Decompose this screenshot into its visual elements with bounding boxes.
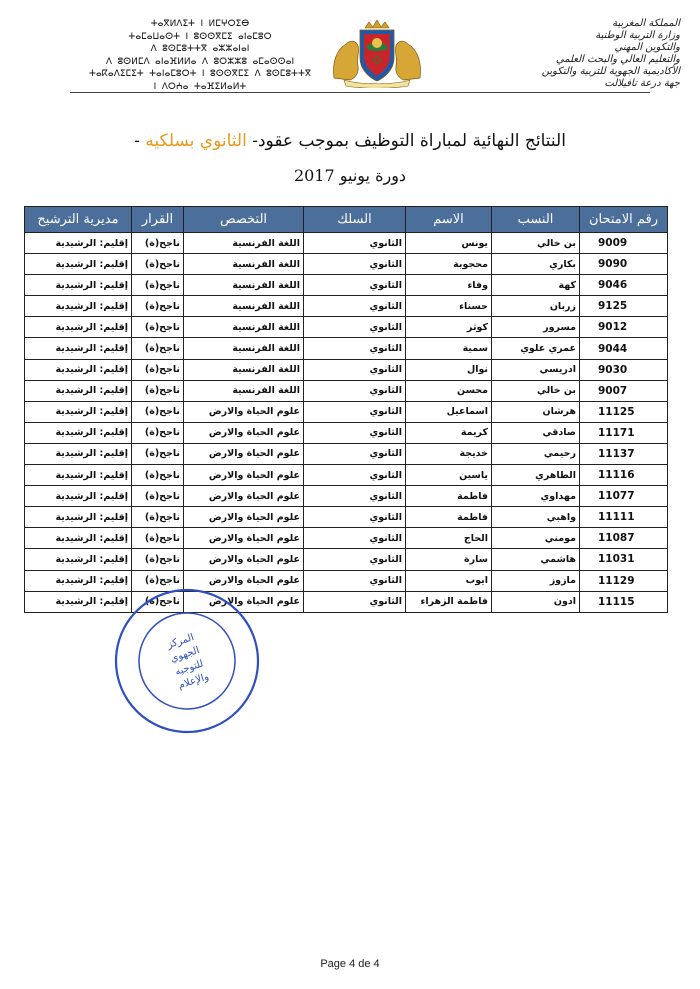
table-cell: كريمة: [406, 422, 492, 443]
table-cell: إقليم: الرشيدية: [25, 233, 132, 254]
table-row: [25, 549, 668, 570]
column-header: مديرية الترشيح: [25, 207, 132, 233]
table-row: [25, 465, 668, 486]
table-cell: اللغة الفرنسية: [184, 233, 304, 254]
table-cell: إقليم: الرشيدية: [25, 254, 132, 275]
table-cell: علوم الحياة والارض: [184, 570, 304, 591]
table-cell: ناجح(ة): [132, 359, 184, 380]
header-arabic: [450, 18, 680, 90]
table-cell: بن خالي: [492, 233, 580, 254]
table-cell: ناجح(ة): [132, 570, 184, 591]
table-cell: ناجح(ة): [132, 401, 184, 422]
header-arabic-line: والتعليم العالي والبحث العلمي: [555, 54, 680, 65]
table-cell: بكاري: [492, 254, 580, 275]
table-cell: الثانوي: [304, 507, 406, 528]
table-cell: إقليم: الرشيدية: [25, 422, 132, 443]
table-cell: ناجح(ة): [132, 296, 184, 317]
table-cell: علوم الحياة والارض: [184, 549, 304, 570]
table-row: [25, 380, 668, 401]
table-cell: واهبي: [492, 507, 580, 528]
stamp-inner-line: للتوجيه: [173, 658, 205, 678]
table-row: [25, 275, 668, 296]
table-cell: علوم الحياة والارض: [184, 486, 304, 507]
table-cell: 11116: [580, 465, 668, 486]
table-cell: ياسين: [406, 465, 492, 486]
table-cell: مومني: [492, 528, 580, 549]
table-cell: اسماعيل: [406, 401, 492, 422]
table-cell: 11031: [580, 549, 668, 570]
table-cell: زربان: [492, 296, 580, 317]
table-cell: ناجح(ة): [132, 507, 184, 528]
table-cell: إقليم: الرشيدية: [25, 570, 132, 591]
table-cell: علوم الحياة والارض: [184, 528, 304, 549]
page-footer: Page 4 de 4: [320, 958, 380, 970]
session-subtitle: دورة يونيو 2017: [293, 166, 407, 185]
table-cell: ادريسي: [492, 359, 580, 380]
table-cell: إقليم: الرشيدية: [25, 275, 132, 296]
table-cell: ناجح(ة): [132, 380, 184, 401]
title-suffix: -: [134, 131, 146, 151]
table-cell: كهة: [492, 275, 580, 296]
column-header: النسب: [492, 207, 580, 233]
table-cell: إقليم: الرشيدية: [25, 380, 132, 401]
table-row: [25, 486, 668, 507]
header-arabic-line: وزارة التربية الوطنية: [595, 30, 680, 41]
table-cell: وفاء: [406, 275, 492, 296]
table-cell: سارة: [406, 549, 492, 570]
table-cell: ناجح(ة): [132, 591, 184, 612]
table-cell: اللغة الفرنسية: [184, 275, 304, 296]
table-cell: فاطمة: [406, 507, 492, 528]
table-cell: الثانوي: [304, 317, 406, 338]
results-table: [24, 206, 668, 613]
header-tifinagh-line: ⵜⴰⴽⴰⴷⵉⵎⵉⵜ ⵜⴰⵏⴰⵎⵓⵔⵜ ⵏ ⵓⵙⵙⴳⵎⵉ ⴷ ⵓⵙⵎⵓⵜⵜⴳ: [88, 69, 312, 79]
table-row: [25, 338, 668, 359]
table-header-row: [25, 207, 668, 233]
header-tifinagh-line: ⴷ ⵓⵙⵍⵎⴷ ⴰⵏⴰⴼⵍⵍⴰ ⴷ ⵓⵔⵣⵣⵓ ⴰⵎⴰⵙⵙⴰⵏ: [105, 56, 295, 67]
table-cell: علوم الحياة والارض: [184, 443, 304, 464]
table-cell: الثانوي: [304, 401, 406, 422]
table-body: [25, 233, 668, 613]
table-cell: 9012: [580, 317, 668, 338]
table-cell: ناجح(ة): [132, 465, 184, 486]
table-cell: عمري علوي: [492, 338, 580, 359]
column-header: الاسم: [406, 207, 492, 233]
table-cell: محجوبة: [406, 254, 492, 275]
table-cell: 9009: [580, 233, 668, 254]
table-cell: اللغة الفرنسية: [184, 338, 304, 359]
table-cell: هرشان: [492, 401, 580, 422]
table-cell: الطاهري: [492, 465, 580, 486]
header-tifinagh: [85, 18, 315, 93]
table-cell: مسرور: [492, 317, 580, 338]
table-cell: الثانوي: [304, 254, 406, 275]
table-cell: اللغة الفرنسية: [184, 254, 304, 275]
table-row: [25, 443, 668, 464]
table-cell: 11171: [580, 422, 668, 443]
table-cell: اللغة الفرنسية: [184, 359, 304, 380]
table-cell: إقليم: الرشيدية: [25, 528, 132, 549]
column-header: التخصص: [184, 207, 304, 233]
table-cell: صادقي: [492, 422, 580, 443]
table-cell: إقليم: الرشيدية: [25, 317, 132, 338]
coat-of-arms-icon: [322, 18, 432, 88]
table-cell: 9046: [580, 275, 668, 296]
column-header: رقم الامتحان: [580, 207, 668, 233]
table-cell: هاشمي: [492, 549, 580, 570]
table-cell: ايوب: [406, 570, 492, 591]
table-cell: حسناء: [406, 296, 492, 317]
table-cell: اللغة الفرنسية: [184, 317, 304, 338]
table-cell: علوم الحياة والارض: [184, 591, 304, 612]
table-cell: بن خالي: [492, 380, 580, 401]
table-cell: الثانوي: [304, 422, 406, 443]
header-arabic-line: المملكة المغربية: [612, 18, 680, 29]
table-cell: 11115: [580, 591, 668, 612]
table-cell: سمية: [406, 338, 492, 359]
table-cell: الثانوي: [304, 486, 406, 507]
table-cell: اللغة الفرنسية: [184, 380, 304, 401]
header-arabic-line: الأكاديمية الجهوية للتربية والتكوين: [541, 66, 680, 77]
table-cell: 9090: [580, 254, 668, 275]
table-cell: علوم الحياة والارض: [184, 401, 304, 422]
table-cell: إقليم: الرشيدية: [25, 486, 132, 507]
table-cell: اللغة الفرنسية: [184, 296, 304, 317]
table-cell: إقليم: الرشيدية: [25, 296, 132, 317]
table-cell: الثانوي: [304, 275, 406, 296]
table-cell: نوال: [406, 359, 492, 380]
table-cell: يونس: [406, 233, 492, 254]
table-cell: 11077: [580, 486, 668, 507]
table-cell: ناجح(ة): [132, 233, 184, 254]
header-tifinagh-line: ⵜⴰⵎⴰⵡⴰⵙⵜ ⵏ ⵓⵙⵙⴳⵎⵉ ⴰⵏⴰⵎⵓⵔ: [128, 31, 272, 42]
table-cell: ناجح(ة): [132, 338, 184, 359]
table-cell: إقليم: الرشيدية: [25, 465, 132, 486]
table-cell: إقليم: الرشيدية: [25, 443, 132, 464]
table-cell: مهداوي: [492, 486, 580, 507]
table-cell: ادون: [492, 591, 580, 612]
stamp-inner-line: والإعلام: [176, 671, 211, 692]
header-arabic-line: والتكوين المهني: [614, 42, 680, 53]
table-row: [25, 296, 668, 317]
column-header: السلك: [304, 207, 406, 233]
table-cell: 9125: [580, 296, 668, 317]
header-tifinagh-line: ⵜⴰⴳⵍⴷⵉⵜ ⵏ ⵍⵎⵖⵔⵉⴱ: [150, 19, 250, 29]
table-cell: ناجح(ة): [132, 254, 184, 275]
table-cell: علوم الحياة والارض: [184, 507, 304, 528]
table-cell: إقليم: الرشيدية: [25, 549, 132, 570]
table-cell: ناجح(ة): [132, 317, 184, 338]
table-cell: رحيمي: [492, 443, 580, 464]
header-tifinagh-line: ⴷ ⵓⵙⵎⵓⵜⵜⴳ ⴰⵣⵣⴰⵏⴰⵏ: [150, 44, 250, 54]
table-cell: 11111: [580, 507, 668, 528]
table-cell: إقليم: الرشيدية: [25, 338, 132, 359]
table-cell: الثانوي: [304, 233, 406, 254]
table-cell: 9044: [580, 338, 668, 359]
table-cell: 9030: [580, 359, 668, 380]
table-cell: علوم الحياة والارض: [184, 465, 304, 486]
table-cell: مازوز: [492, 570, 580, 591]
table-cell: فاطمة: [406, 486, 492, 507]
table-cell: فاطمة الزهراء: [406, 591, 492, 612]
title-main: النتائج النهائية لمباراة التوظيف بموجب عقود-: [246, 131, 566, 151]
table-cell: الحاج: [406, 528, 492, 549]
column-header: القرار: [132, 207, 184, 233]
table-cell: ناجح(ة): [132, 486, 184, 507]
table-cell: 11129: [580, 570, 668, 591]
table-cell: ناجح(ة): [132, 422, 184, 443]
table-cell: كوثر: [406, 317, 492, 338]
table-cell: ناجح(ة): [132, 275, 184, 296]
table-cell: علوم الحياة والارض: [184, 422, 304, 443]
table-cell: خديجة: [406, 443, 492, 464]
header-arabic-line: جهة درعة تافيلالت: [604, 78, 680, 89]
table-cell: الثانوي: [304, 591, 406, 612]
table-cell: الثانوي: [304, 528, 406, 549]
table-cell: الثانوي: [304, 380, 406, 401]
official-stamp-icon: [112, 586, 262, 736]
table-cell: إقليم: الرشيدية: [25, 507, 132, 528]
table-row: [25, 422, 668, 443]
table-cell: الثانوي: [304, 570, 406, 591]
table-cell: ناجح(ة): [132, 549, 184, 570]
table-cell: ناجح(ة): [132, 443, 184, 464]
table-cell: إقليم: الرشيدية: [25, 359, 132, 380]
table-row: [25, 507, 668, 528]
table-cell: إقليم: الرشيدية: [25, 401, 132, 422]
table-cell: 11087: [580, 528, 668, 549]
table-cell: 11125: [580, 401, 668, 422]
title-highlight: الثانوي بسلكيه: [145, 131, 247, 151]
table-cell: الثانوي: [304, 465, 406, 486]
table-cell: محسن: [406, 380, 492, 401]
table-row: [25, 233, 668, 254]
table-cell: الثانوي: [304, 338, 406, 359]
table-cell: 9007: [580, 380, 668, 401]
table-row: [25, 528, 668, 549]
table-cell: الثانوي: [304, 359, 406, 380]
stamp-inner-line: المركز: [165, 632, 196, 651]
table-row: [25, 359, 668, 380]
table-cell: الثانوي: [304, 549, 406, 570]
table-row: [25, 401, 668, 422]
table-row: [25, 317, 668, 338]
table-cell: 11137: [580, 443, 668, 464]
table-cell: الثانوي: [304, 296, 406, 317]
table-cell: إقليم: الرشيدية: [25, 591, 132, 612]
table-cell: الثانوي: [304, 443, 406, 464]
table-row: [25, 254, 668, 275]
header-tifinagh-line: ⵏ ⴷⵔⵄⴰ ⵜⴰⴼⵉⵍⴰⵍⵜ: [153, 81, 247, 92]
header-divider: [70, 92, 650, 93]
table-cell: ناجح(ة): [132, 528, 184, 549]
page-title: [0, 131, 700, 151]
stamp-inner-line: الجهوي: [169, 644, 201, 665]
